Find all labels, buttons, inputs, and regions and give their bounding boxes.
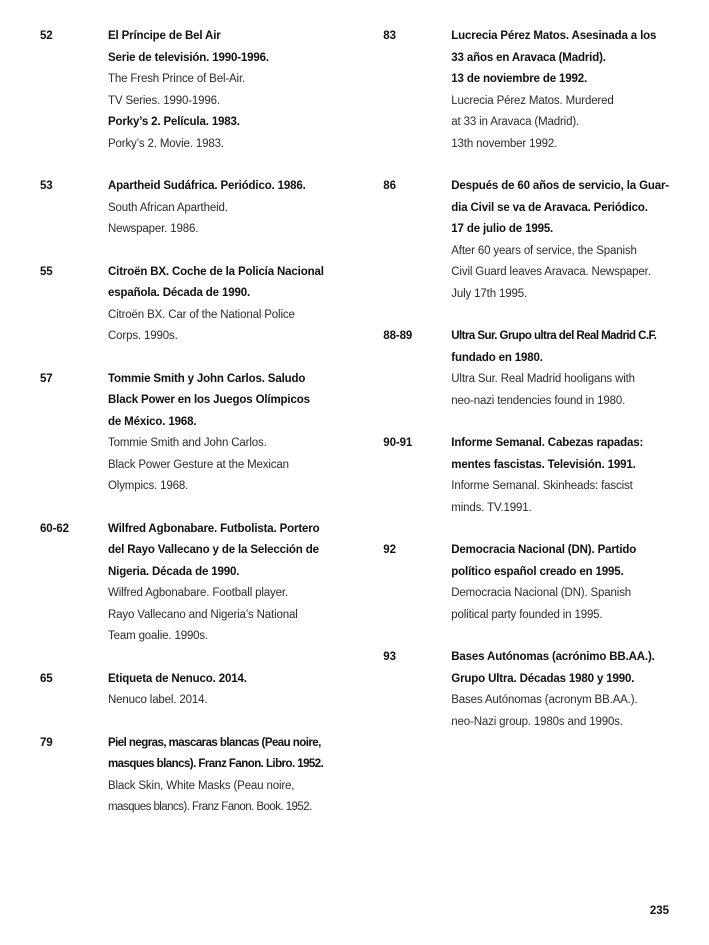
entry-number: 92 [383,544,396,556]
entry-text [108,369,347,498]
catalog-entry [40,519,347,648]
catalog-entry [40,262,347,348]
entry-number: 83 [383,30,396,42]
entry-line: 13th november 1992. [451,137,558,150]
entry-number: 86 [383,180,396,192]
entry-text [108,262,347,348]
catalog-entry [383,176,669,305]
entry-line: 17 de julio de 1995. [451,223,554,235]
page-number: 235 [649,905,669,917]
entry-line: Rayo Vallecano and Nigeria’s National [108,608,298,621]
entry-line: political party founded in 1995. [451,608,603,621]
entry-line: Bases Autónomas (acronym BB.AA.). [451,694,638,706]
catalog-entry [383,326,669,412]
entry-line: Informe Semanal. Cabezas rapadas: [451,437,644,449]
entry-line: Black Skin, White Masks (Peau noire, [108,779,295,792]
entry-number: 88-89 [383,330,413,342]
two-column-layout [40,26,669,840]
entry-line: Olympics. 1968. [108,480,189,492]
catalog-entry [40,26,347,155]
entry-line: político español creado en 1995. [451,565,624,578]
entry-line: Lucrecia Pérez Matos. Asesinada a los [451,30,657,42]
entry-line: Piel negras, mascaras blancas (Peau noire, [108,736,321,749]
entry-line: Black Power Gesture at the Mexican [108,458,289,471]
column-right [347,26,669,754]
entry-line: After 60 years of service, the Spanish [451,244,637,257]
entry-line: Newspaper. 1986. [108,223,199,235]
catalog-entry [40,369,347,498]
entry-line: Ultra Sur. Grupo ultra del Real Madrid C.F. [451,330,657,342]
entry-number: 65 [40,672,53,685]
entry-line: South African Apartheid. [108,201,228,214]
catalog-entry [383,433,669,519]
entry-text [108,733,347,819]
entry-line: Wilfred Agbonabare. Futbolista. Portero [108,522,320,535]
entry-line: Wilfred Agbonabare. Football player. [108,587,288,599]
entry-number: 52 [40,30,53,42]
entry-line: Lucrecia Pérez Matos. Murdered [451,94,614,107]
entry-line: Black Power en los Juegos Olímpicos [108,394,310,406]
entry-line: Democracia Nacional (DN). Partido [451,544,637,556]
entry-line: Citroën BX. Coche de la Policía Nacional [108,265,324,278]
entry-line: Después de 60 años de servicio, la Guar- [451,180,669,192]
catalog-entry [40,669,347,712]
entry-number: 53 [40,180,53,192]
entry-line: Citroën BX. Car of the National Police [108,308,295,321]
entry-text [451,540,669,626]
catalog-entry [383,647,669,733]
entry-text [451,26,669,155]
entry-line: Porky’s 2. Película. 1983. [108,116,240,128]
entry-line: mentes fascistas. Televisión. 1991. [451,458,636,471]
entry-text [451,433,669,519]
entry-number: 90-91 [383,437,413,449]
entry-line: Corps. 1990s. [108,330,178,342]
entry-line: Apartheid Sudáfrica. Periódico. 1986. [108,180,306,192]
entry-line: masques blancs). Franz Fanon. Libro. 1952. [108,758,324,770]
entry-line: Grupo Ultra. Décadas 1980 y 1990. [451,672,635,685]
entry-line: at 33 in Aravaca (Madrid). [451,116,580,128]
entry-text [451,647,669,733]
entry-line: Serie de televisión. 1990-1996. [108,51,269,64]
entry-line: Tommie Smith and John Carlos. [108,437,267,449]
entry-line: July 17th 1995. [451,287,528,300]
entry-line: dia Civil se va de Aravaca. Periódico. [451,201,648,214]
catalog-entry [40,733,347,819]
entry-line: masques blancs). Franz Fanon. Book. 1952. [108,801,312,813]
entry-number: 55 [40,265,53,278]
entry-line: Bases Autónomas (acrónimo BB.AA.). [451,651,655,663]
entry-line: 13 de noviembre de 1992. [451,73,588,85]
entry-number: 79 [40,736,53,749]
entry-line: del Rayo Vallecano y de la Selección de [108,544,319,556]
entry-line: Informe Semanal. Skinheads: fascist [451,480,633,492]
entry-text [108,26,347,155]
entry-line: Team goalie. 1990s. [108,630,209,642]
entry-line: Etiqueta de Nenuco. 2014. [108,672,247,685]
entry-text [451,326,669,412]
entry-text [108,519,347,648]
entry-text [108,176,347,241]
entry-line: española. Década de 1990. [108,287,250,299]
entry-line: Democracia Nacional (DN). Spanish [451,587,632,599]
entry-line: minds. TV.1991. [451,501,532,514]
entry-text [108,669,347,712]
catalog-entry [383,540,669,626]
entry-number: 57 [40,372,53,385]
entry-line: 33 años en Aravaca (Madrid). [451,51,606,64]
entry-line: El Príncipe de Bel Air [108,30,221,42]
entry-line: neo-nazi tendencies found in 1980. [451,394,626,407]
entry-number: 93 [383,651,396,663]
column-left [40,26,347,840]
catalog-entry [40,176,347,241]
entry-line: Civil Guard leaves Aravaca. Newspaper. [451,266,651,278]
entry-line: Ultra Sur. Real Madrid hooligans with [451,373,635,385]
entry-number: 60-62 [40,522,69,535]
entry-line: Tommie Smith y John Carlos. Saludo [108,372,306,385]
entry-line: TV Series. 1990-1996. [108,94,220,107]
entry-text [451,176,669,305]
entry-line: Nigeria. Década de 1990. [108,565,240,578]
entry-line: fundado en 1980. [451,351,543,364]
entry-line: neo-Nazi group. 1980s and 1990s. [451,715,623,728]
entry-line: de México. 1968. [108,415,197,428]
entry-line: Nenuco label. 2014. [108,694,208,706]
catalog-entry [383,26,669,155]
entry-line: Porky’s 2. Movie. 1983. [108,137,224,150]
entry-line: The Fresh Prince of Bel-Air. [108,73,246,85]
